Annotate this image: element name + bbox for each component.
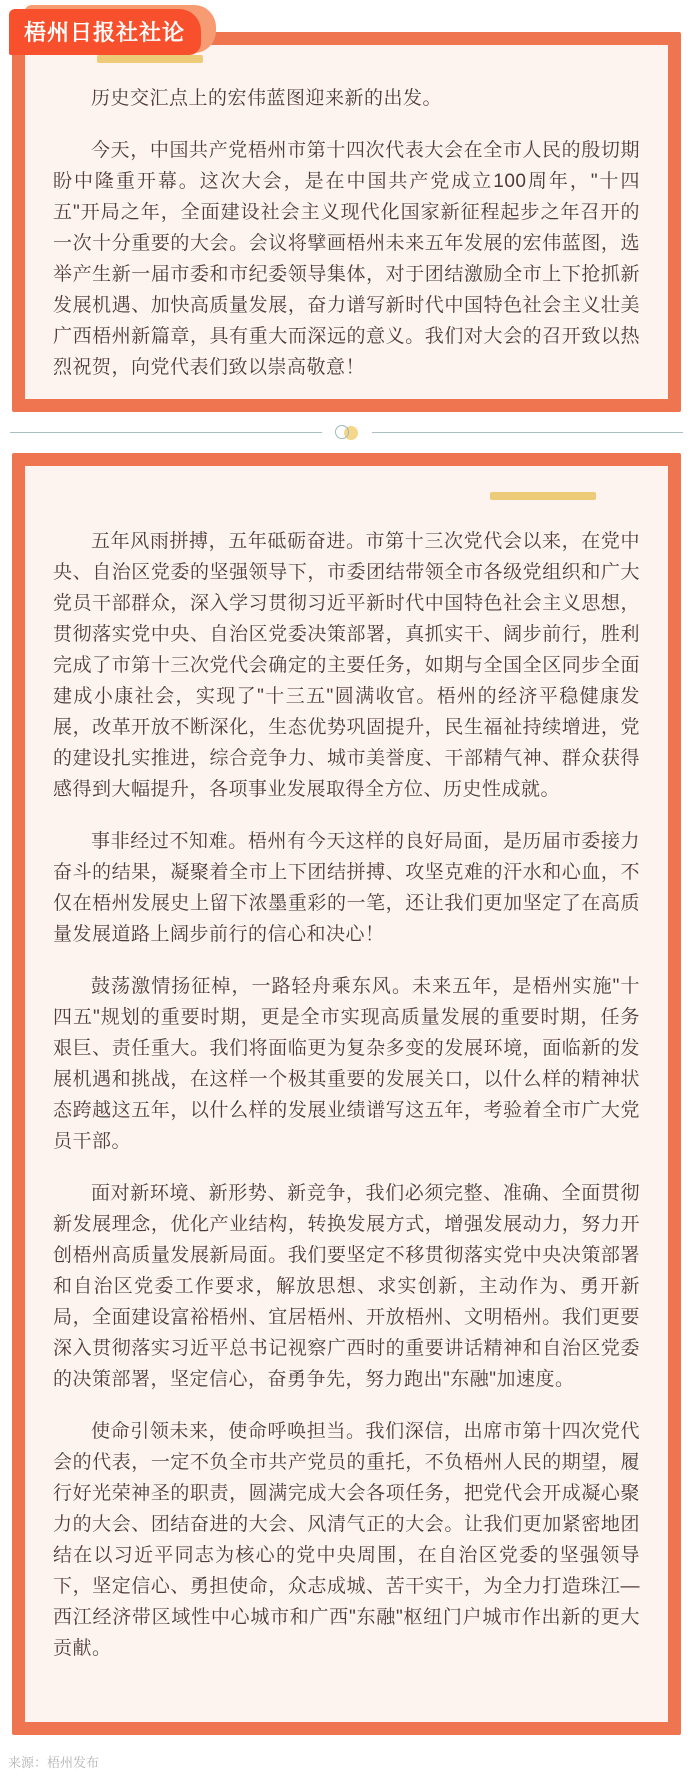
divider-ring-icon (335, 425, 349, 439)
divider-ornament (335, 425, 359, 440)
body-card (12, 453, 681, 1735)
editorial-paragraph: 鼓荡激情扬征棹，一路轻舟乘东风。未来五年，是梧州实施"十四五"规划的重要时期，更是全市实现高质量发展的重要时期，任务艰巨、责任重大。我们将面临更为复杂多变的发展环境，面临新的发展机遇和挑战，在这样一个极其重要的发展关口，以什么样的精神状态跨越这五年，以什么样的发展业绩谱写这五年，考验着全市广大党员干部。 (53, 976, 640, 1152)
body-card-content (25, 466, 668, 1722)
editorial-paragraph: 五年风雨拼搏，五年砥砺奋进。市第十三次党代会以来，在党中央、自治区党委的坚强领导下，市委团结带领全市各级党组织和广大党员干部群众，深入学习贯彻习近平新时代中国特色社会主义思想，贯彻落实党中央、自治区党委决策部署，真抓实干、阔步前行，胜利完成了市第十三次党代会确定的主要任务，如期与全国全区同步全面建成小康社会，实现了"十三五"圆满收官。梧州的经济平稳健康发展，改革开放不断深化，生态优势巩固提升，民生福祉持续增进，党的建设扎实推进，综合竞争力、城市美誉度、干部精气神、群众获得感得到大幅提升，各项事业发展取得全方位、历史性成就。 (53, 531, 640, 800)
accent-bar-icon (490, 492, 596, 500)
editorial-paragraph: 使命引领未来，使命呼唤担当。我们深信，出席市第十四次党代会的代表，一定不负全市共产党员的重托，不负梧州人民的期望，履行好光荣神圣的职责，圆满完成大会各项任务，把党代会开成凝心聚力的大会、团结奋进的大会、风清气正的大会。让我们更加紧密地团结在以习近平同志为核心的党中央周围，在自治区党委的坚强领导下，坚定信心、勇担使命，众志成城、苦干实干，为全力打造珠江—西江经济带区域性中心城市和广西"东融"枢纽门户城市作出新的更大贡献。 (53, 1421, 640, 1659)
intro-card-content (25, 45, 668, 399)
divider-line-left (10, 432, 322, 433)
divider-line-right (372, 432, 684, 433)
accent-bar-icon (97, 55, 203, 63)
editorial-badge-label: 梧州日报社社论 (9, 9, 201, 55)
source-credit: 来源：梧州发布 (8, 1755, 100, 1770)
section-divider (10, 425, 683, 440)
editorial-paragraph: 面对新环境、新形势、新竞争，我们必须完整、准确、全面贯彻新发展理念，优化产业结构，转换发展方式，增强发展动力，努力开创梧州高质量发展新局面。我们要坚定不移贯彻落实党中央决策部署和自治区党委工作要求，解放思想、求实创新，主动作为、勇开新局，全面建设富裕梧州、宜居梧州、开放梧州、文明梧州。我们更要深入贯彻落实习近平总书记视察广西时的重要讲话精神和自治区党委的决策部署，坚定信心，奋勇争先，努力跑出"东融"加速度。 (53, 1183, 640, 1390)
editorial-paragraph: 今天，中国共产党梧州市第十四次代表大会在全市人民的殷切期盼中隆重开幕。这次大会，是在中国共产党成立100周年，"十四五"开局之年，全面建设社会主义现代化国家新征程起步之年召开的一次十分重要的大会。会议将擘画梧州未来五年发展的宏伟蓝图，选举产生新一届市委和市纪委领导集体，对于团结激励全市上下抢抓新发展机遇、加快高质量发展，奋力谱写新时代中国特色社会主义壮美广西梧州新篇章，具有重大而深远的意义。我们对大会的召开致以热烈祝贺，向党代表们致以崇高敬意！ (53, 140, 640, 378)
editorial-badge (9, 9, 201, 55)
intro-card (12, 32, 681, 412)
editorial-paragraph: 事非经过不知难。梧州有今天这样的良好局面，是历届市委接力奋斗的结果，凝聚着全市上下团结拼搏、攻坚克难的汗水和心血，不仅在梧州发展史上留下浓墨重彩的一笔，还让我们更加坚定了在高质量发展道路上阔步前行的信心和决心！ (53, 831, 640, 945)
editorial-paragraph: 历史交汇点上的宏伟蓝图迎来新的出发。 (91, 88, 443, 109)
